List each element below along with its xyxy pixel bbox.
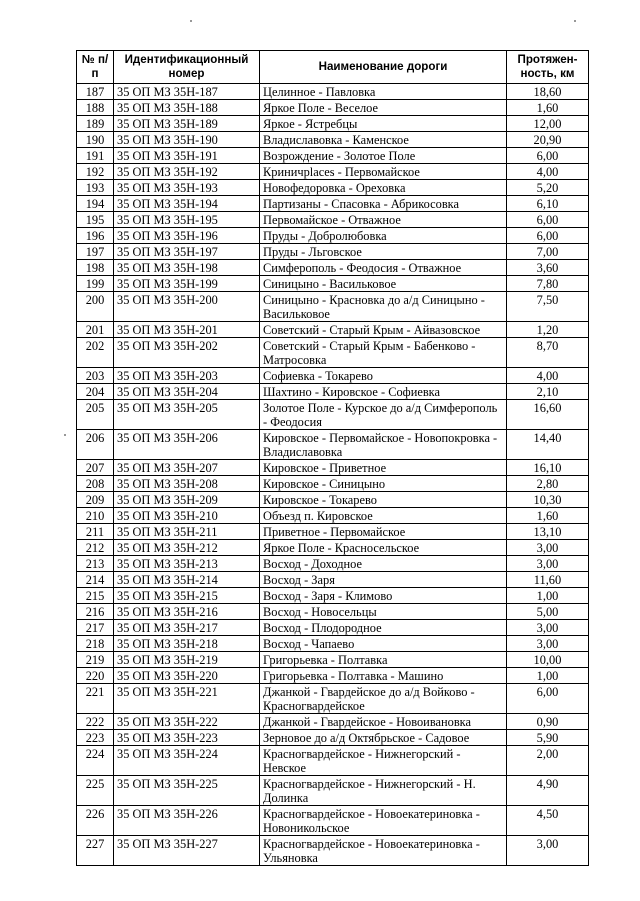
row-num: 225 — [77, 776, 114, 806]
table-row — [77, 180, 589, 196]
table-row — [77, 524, 589, 540]
row-num: 196 — [77, 228, 114, 244]
row-id: 35 ОП МЗ 35Н-223 — [114, 730, 260, 746]
row-road-name: Яркое Поле - Красносельское — [260, 540, 507, 556]
row-length: 16,60 — [507, 400, 589, 430]
table-row — [77, 260, 589, 276]
row-id: 35 ОП МЗ 35Н-226 — [114, 806, 260, 836]
row-id: 35 ОП МЗ 35Н-200 — [114, 292, 260, 322]
row-length: 13,10 — [507, 524, 589, 540]
row-length: 7,50 — [507, 292, 589, 322]
row-num: 216 — [77, 604, 114, 620]
row-length: 1,60 — [507, 508, 589, 524]
table-row — [77, 148, 589, 164]
row-length: 12,00 — [507, 116, 589, 132]
scan-speck — [574, 20, 576, 22]
scan-speck — [190, 20, 192, 22]
table-row — [77, 368, 589, 384]
row-road-name: Яркое Поле - Веселое — [260, 100, 507, 116]
row-num: 213 — [77, 556, 114, 572]
table-row — [77, 684, 589, 714]
row-num: 211 — [77, 524, 114, 540]
row-num: 195 — [77, 212, 114, 228]
row-id: 35 ОП МЗ 35Н-215 — [114, 588, 260, 604]
row-id: 35 ОП МЗ 35Н-207 — [114, 460, 260, 476]
row-road-name: Восход - Заря - Климово — [260, 588, 507, 604]
header-id: Идентификационный номер — [114, 51, 260, 84]
row-num: 222 — [77, 714, 114, 730]
row-road-name: Синицыно - Красновка до а/д Синицыно - Васильковое — [260, 292, 507, 322]
row-road-name: Симферополь - Феодосия - Отважное — [260, 260, 507, 276]
row-road-name: Григорьевка - Полтавка - Машино — [260, 668, 507, 684]
row-road-name: Кировское - Токарево — [260, 492, 507, 508]
row-id: 35 ОП МЗ 35Н-192 — [114, 164, 260, 180]
row-id: 35 ОП МЗ 35Н-194 — [114, 196, 260, 212]
row-length: 6,00 — [507, 148, 589, 164]
row-num: 227 — [77, 836, 114, 866]
table-row — [77, 322, 589, 338]
table-row — [77, 836, 589, 866]
row-id: 35 ОП МЗ 35Н-187 — [114, 84, 260, 100]
row-num: 204 — [77, 384, 114, 400]
row-road-name: Красногвардейское - Нижнегорский - Н. Долинка — [260, 776, 507, 806]
row-length: 4,90 — [507, 776, 589, 806]
row-length: 1,60 — [507, 100, 589, 116]
row-road-name: Красногвардейское - Новоекатериновка - Ульяновка — [260, 836, 507, 866]
row-length: 3,00 — [507, 556, 589, 572]
row-length: 3,00 — [507, 620, 589, 636]
table-row — [77, 400, 589, 430]
row-length: 6,00 — [507, 228, 589, 244]
row-length: 6,10 — [507, 196, 589, 212]
row-road-name: Григорьевка - Полтавка — [260, 652, 507, 668]
table-row — [77, 84, 589, 100]
header-length: Протяжен- ность, км — [507, 51, 589, 84]
row-length: 5,90 — [507, 730, 589, 746]
row-num: 214 — [77, 572, 114, 588]
row-length: 16,10 — [507, 460, 589, 476]
table-row — [77, 292, 589, 322]
table-row — [77, 776, 589, 806]
table-row — [77, 228, 589, 244]
row-road-name: Кировское - Приветное — [260, 460, 507, 476]
row-id: 35 ОП МЗ 35Н-195 — [114, 212, 260, 228]
table-row — [77, 164, 589, 180]
row-length: 4,00 — [507, 164, 589, 180]
row-id: 35 ОП МЗ 35Н-217 — [114, 620, 260, 636]
row-road-name: Новофедоровка - Ореховка — [260, 180, 507, 196]
row-id: 35 ОП МЗ 35Н-188 — [114, 100, 260, 116]
table-row — [77, 132, 589, 148]
row-id: 35 ОП МЗ 35Н-212 — [114, 540, 260, 556]
row-road-name: Красногвардейское - Нижнегорский - Невское — [260, 746, 507, 776]
table-row — [77, 492, 589, 508]
row-id: 35 ОП МЗ 35Н-202 — [114, 338, 260, 368]
row-id: 35 ОП МЗ 35Н-203 — [114, 368, 260, 384]
row-id: 35 ОП МЗ 35Н-216 — [114, 604, 260, 620]
table-row — [77, 476, 589, 492]
row-road-name: Шахтино - Кировское - Софиевка — [260, 384, 507, 400]
row-id: 35 ОП МЗ 35Н-190 — [114, 132, 260, 148]
row-num: 197 — [77, 244, 114, 260]
table-row — [77, 540, 589, 556]
table-row — [77, 100, 589, 116]
row-length: 5,20 — [507, 180, 589, 196]
row-road-name: Джанкой - Гвардейское - Новоивановка — [260, 714, 507, 730]
row-road-name: Целинное - Павловка — [260, 84, 507, 100]
row-road-name: Кировское - Синицыно — [260, 476, 507, 492]
row-length: 4,00 — [507, 368, 589, 384]
row-road-name: Советский - Старый Крым - Айвазовское — [260, 322, 507, 338]
row-num: 201 — [77, 322, 114, 338]
row-id: 35 ОП МЗ 35Н-197 — [114, 244, 260, 260]
row-id: 35 ОП МЗ 35Н-191 — [114, 148, 260, 164]
roads-table — [76, 50, 589, 866]
row-num: 193 — [77, 180, 114, 196]
row-num: 206 — [77, 430, 114, 460]
row-length: 2,80 — [507, 476, 589, 492]
row-id: 35 ОП МЗ 35Н-221 — [114, 684, 260, 714]
row-id: 35 ОП МЗ 35Н-206 — [114, 430, 260, 460]
row-num: 205 — [77, 400, 114, 430]
row-road-name: Объезд п. Кировское — [260, 508, 507, 524]
row-length: 5,00 — [507, 604, 589, 620]
table-row — [77, 668, 589, 684]
row-num: 226 — [77, 806, 114, 836]
row-length: 2,00 — [507, 746, 589, 776]
table-row — [77, 276, 589, 292]
row-id: 35 ОП МЗ 35Н-199 — [114, 276, 260, 292]
row-id: 35 ОП МЗ 35Н-193 — [114, 180, 260, 196]
row-length: 1,00 — [507, 588, 589, 604]
row-id: 35 ОП МЗ 35Н-214 — [114, 572, 260, 588]
row-num: 187 — [77, 84, 114, 100]
row-road-name: Криничplaces - Первомайское — [260, 164, 507, 180]
row-road-name: Первомайское - Отважное — [260, 212, 507, 228]
table-row — [77, 196, 589, 212]
row-length: 4,50 — [507, 806, 589, 836]
row-num: 210 — [77, 508, 114, 524]
header-name: Наименование дороги — [260, 51, 507, 84]
row-num: 215 — [77, 588, 114, 604]
table-row — [77, 116, 589, 132]
scan-speck — [64, 434, 66, 436]
table-row — [77, 652, 589, 668]
table-row — [77, 714, 589, 730]
table-row — [77, 604, 589, 620]
table-row — [77, 338, 589, 368]
table-row — [77, 212, 589, 228]
row-road-name: Кировское - Первомайское - Новопокровка - Владиславовка — [260, 430, 507, 460]
row-road-name: Яркое - Ястребцы — [260, 116, 507, 132]
row-id: 35 ОП МЗ 35Н-218 — [114, 636, 260, 652]
row-id: 35 ОП МЗ 35Н-213 — [114, 556, 260, 572]
row-length: 18,60 — [507, 84, 589, 100]
row-length: 1,20 — [507, 322, 589, 338]
row-road-name: Восход - Заря — [260, 572, 507, 588]
row-road-name: Зерновое до а/д Октябрьское - Садовое — [260, 730, 507, 746]
table-row — [77, 620, 589, 636]
row-length: 6,00 — [507, 212, 589, 228]
row-num: 190 — [77, 132, 114, 148]
row-road-name: Восход - Новосельцы — [260, 604, 507, 620]
row-length: 0,90 — [507, 714, 589, 730]
row-num: 203 — [77, 368, 114, 384]
row-length: 7,00 — [507, 244, 589, 260]
row-length: 10,00 — [507, 652, 589, 668]
row-length: 14,40 — [507, 430, 589, 460]
row-id: 35 ОП МЗ 35Н-196 — [114, 228, 260, 244]
row-num: 221 — [77, 684, 114, 714]
row-road-name: Советский - Старый Крым - Бабенково - Матросовка — [260, 338, 507, 368]
row-road-name: Партизаны - Спасовка - Абрикосовка — [260, 196, 507, 212]
row-road-name: Владиславовка - Каменское — [260, 132, 507, 148]
row-num: 202 — [77, 338, 114, 368]
row-id: 35 ОП МЗ 35Н-220 — [114, 668, 260, 684]
row-id: 35 ОП МЗ 35Н-219 — [114, 652, 260, 668]
row-road-name: Синицыно - Васильковое — [260, 276, 507, 292]
row-id: 35 ОП МЗ 35Н-222 — [114, 714, 260, 730]
table-row — [77, 636, 589, 652]
row-num: 220 — [77, 668, 114, 684]
table-row — [77, 588, 589, 604]
table-body — [77, 84, 589, 866]
table-row — [77, 556, 589, 572]
row-length: 3,00 — [507, 836, 589, 866]
row-id: 35 ОП МЗ 35Н-209 — [114, 492, 260, 508]
row-length: 7,80 — [507, 276, 589, 292]
table-row — [77, 572, 589, 588]
row-id: 35 ОП МЗ 35Н-224 — [114, 746, 260, 776]
row-num: 198 — [77, 260, 114, 276]
row-id: 35 ОП МЗ 35Н-201 — [114, 322, 260, 338]
row-num: 207 — [77, 460, 114, 476]
row-id: 35 ОП МЗ 35Н-208 — [114, 476, 260, 492]
row-length: 3,60 — [507, 260, 589, 276]
row-length: 10,30 — [507, 492, 589, 508]
row-length: 3,00 — [507, 540, 589, 556]
table-row — [77, 384, 589, 400]
row-road-name: Возрождение - Золотое Поле — [260, 148, 507, 164]
row-road-name: Софиевка - Токарево — [260, 368, 507, 384]
table-row — [77, 806, 589, 836]
row-road-name: Восход - Плодородное — [260, 620, 507, 636]
row-road-name: Джанкой - Гвардейское до а/д Войково - Красногвардейское — [260, 684, 507, 714]
row-length: 2,10 — [507, 384, 589, 400]
row-length: 8,70 — [507, 338, 589, 368]
row-num: 218 — [77, 636, 114, 652]
row-length: 6,00 — [507, 684, 589, 714]
row-id: 35 ОП МЗ 35Н-227 — [114, 836, 260, 866]
row-num: 219 — [77, 652, 114, 668]
row-length: 1,00 — [507, 668, 589, 684]
row-road-name: Пруды - Добролюбовка — [260, 228, 507, 244]
table-row — [77, 430, 589, 460]
row-num: 191 — [77, 148, 114, 164]
row-id: 35 ОП МЗ 35Н-189 — [114, 116, 260, 132]
row-road-name: Приветное - Первомайское — [260, 524, 507, 540]
table-row — [77, 244, 589, 260]
row-id: 35 ОП МЗ 35Н-225 — [114, 776, 260, 806]
row-id: 35 ОП МЗ 35Н-205 — [114, 400, 260, 430]
row-road-name: Золотое Поле - Курское до а/д Симферополь - Феодосия — [260, 400, 507, 430]
row-num: 223 — [77, 730, 114, 746]
row-id: 35 ОП МЗ 35Н-210 — [114, 508, 260, 524]
row-id: 35 ОП МЗ 35Н-211 — [114, 524, 260, 540]
row-num: 209 — [77, 492, 114, 508]
row-length: 20,90 — [507, 132, 589, 148]
row-id: 35 ОП МЗ 35Н-198 — [114, 260, 260, 276]
row-id: 35 ОП МЗ 35Н-204 — [114, 384, 260, 400]
row-length: 3,00 — [507, 636, 589, 652]
row-num: 224 — [77, 746, 114, 776]
row-road-name: Пруды - Льговское — [260, 244, 507, 260]
row-road-name: Восход - Доходное — [260, 556, 507, 572]
table-row — [77, 460, 589, 476]
row-num: 189 — [77, 116, 114, 132]
row-num: 217 — [77, 620, 114, 636]
table-row — [77, 746, 589, 776]
table-row — [77, 508, 589, 524]
row-road-name: Восход - Чапаево — [260, 636, 507, 652]
row-num: 212 — [77, 540, 114, 556]
row-num: 200 — [77, 292, 114, 322]
row-length: 11,60 — [507, 572, 589, 588]
row-num: 199 — [77, 276, 114, 292]
row-num: 208 — [77, 476, 114, 492]
row-num: 194 — [77, 196, 114, 212]
header-num: № п/п — [77, 51, 114, 84]
row-num: 188 — [77, 100, 114, 116]
row-road-name: Красногвардейское - Новоекатериновка - Новоникольское — [260, 806, 507, 836]
row-num: 192 — [77, 164, 114, 180]
table-row — [77, 730, 589, 746]
table-header-row — [77, 51, 589, 84]
